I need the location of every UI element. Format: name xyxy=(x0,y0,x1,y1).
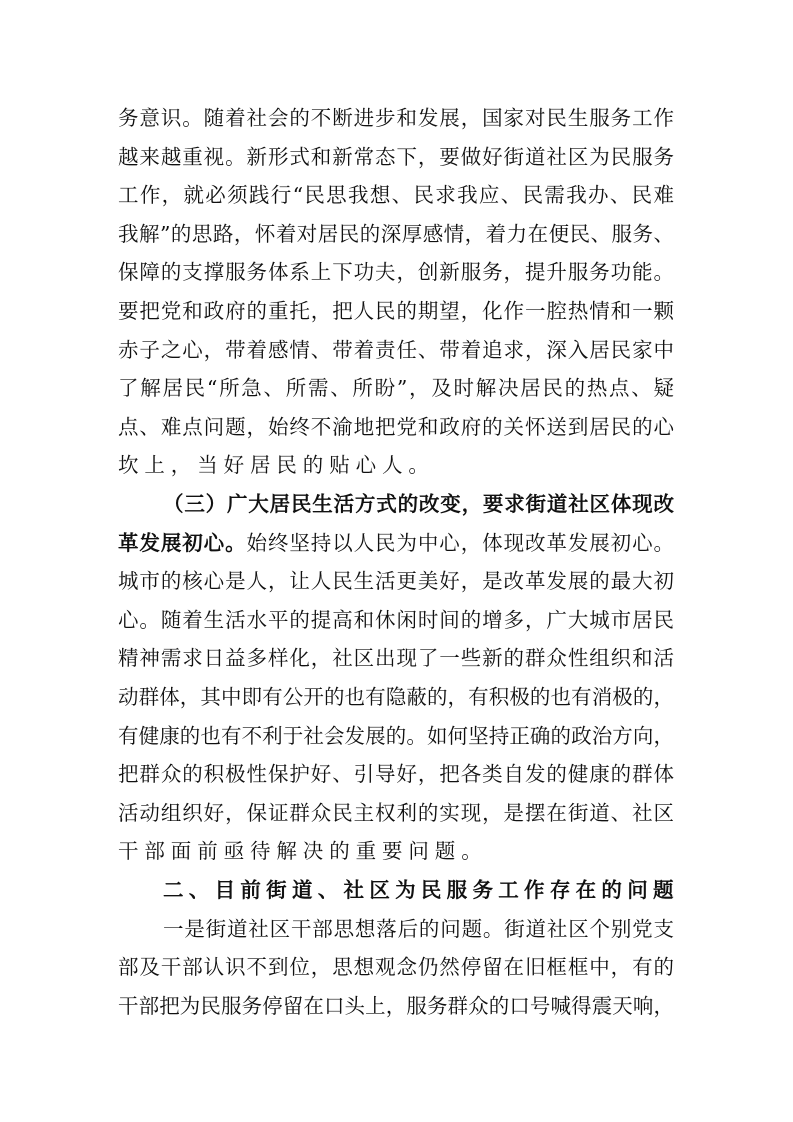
section-heading xyxy=(163,875,674,905)
text-line xyxy=(118,991,674,1021)
text-span: 越来越重视。新形式和新常态下，要做好街道社区为民服务 xyxy=(118,144,674,169)
text-line xyxy=(118,759,674,789)
text-span: 坎上，当好居民的贴心人。 xyxy=(118,453,435,478)
text-line xyxy=(118,721,674,751)
text-line xyxy=(163,489,674,519)
text-span: 干部面前亟待解决的重要问题。 xyxy=(118,839,488,864)
text-span: 二、目前街道、社区为民服务工作存在的问题 xyxy=(163,878,674,902)
text-line xyxy=(118,412,674,442)
text-span: 赤子之心，带着感情、带着责任、带着追求，深入居民家中 xyxy=(118,337,674,362)
bold-text: 革发展初心。 xyxy=(118,530,247,555)
text-span: 部及干部认识不到位，思想观念仍然停留在旧框框中，有的 xyxy=(118,955,674,980)
text-span: 我解”的思路，怀着对居民的深厚感情，着力在便民、服务、 xyxy=(118,221,674,246)
text-line xyxy=(118,142,674,172)
text-line xyxy=(118,257,674,287)
text-span: 动群体，其中即有公开的也有隐蔽的，有积极的也有消极的， xyxy=(118,685,674,709)
text-span: 城市的核心是人，让人民生活更美好，是改革发展的最大初 xyxy=(118,569,674,594)
text-span: 干部把为民服务停留在口头上，服务群众的口号喊得震天响， xyxy=(118,993,674,1018)
text-span: 要把党和政府的重托，把人民的期望，化作一腔热情和一颗 xyxy=(118,299,674,323)
text-line xyxy=(118,180,674,210)
text-span: 点、难点问题，始终不渝地把党和政府的关怀送到居民的心 xyxy=(118,414,674,439)
text-span: 始终坚持以人民为中心，体现改革发展初心。 xyxy=(246,530,675,555)
text-line xyxy=(118,836,674,866)
text-line xyxy=(118,798,674,828)
text-line xyxy=(118,373,674,403)
text-span: 心。随着生活水平的提高和休闲时间的增多，广大城市居民 xyxy=(118,607,674,632)
text-line xyxy=(118,219,674,249)
text-span: 了解居民“所急、所需、所盼”，及时解决居民的热点、疑 xyxy=(118,376,674,401)
bold-text: （三）广大居民生活方式的改变，要求街道社区体现改 xyxy=(163,492,674,516)
text-span: 把群众的积极性保护好、引导好，把各类自发的健康的群体 xyxy=(118,762,674,787)
text-line xyxy=(118,643,674,673)
text-span: 工作，就必须践行“民思我想、民求我应、民需我办、民难 xyxy=(118,183,674,208)
text-line xyxy=(118,952,674,982)
text-span: 活动组织好，保证群众民主权利的实现，是摆在街道、社区 xyxy=(118,800,674,825)
text-line xyxy=(118,450,674,480)
text-line xyxy=(118,682,674,712)
text-line xyxy=(118,103,674,133)
text-span: 一是街道社区干部思想落后的问题。街道社区个别党支 xyxy=(163,916,674,941)
text-span: 精神需求日益多样化，社区出现了一些新的群众性组织和活 xyxy=(118,646,674,671)
text-line xyxy=(118,335,674,365)
text-line xyxy=(118,296,674,326)
text-span: 务意识。随着社会的不断进步和发展，国家对民生服务工作 xyxy=(118,106,674,130)
text-span: 有健康的也有不利于社会发展的。如何坚持正确的政治方向， xyxy=(118,723,674,748)
text-line xyxy=(163,914,674,944)
text-line xyxy=(118,566,674,596)
text-span: 保障的支撑服务体系上下功夫，创新服务，提升服务功能。 xyxy=(118,260,674,285)
text-line xyxy=(118,605,674,635)
text-line xyxy=(118,528,674,558)
